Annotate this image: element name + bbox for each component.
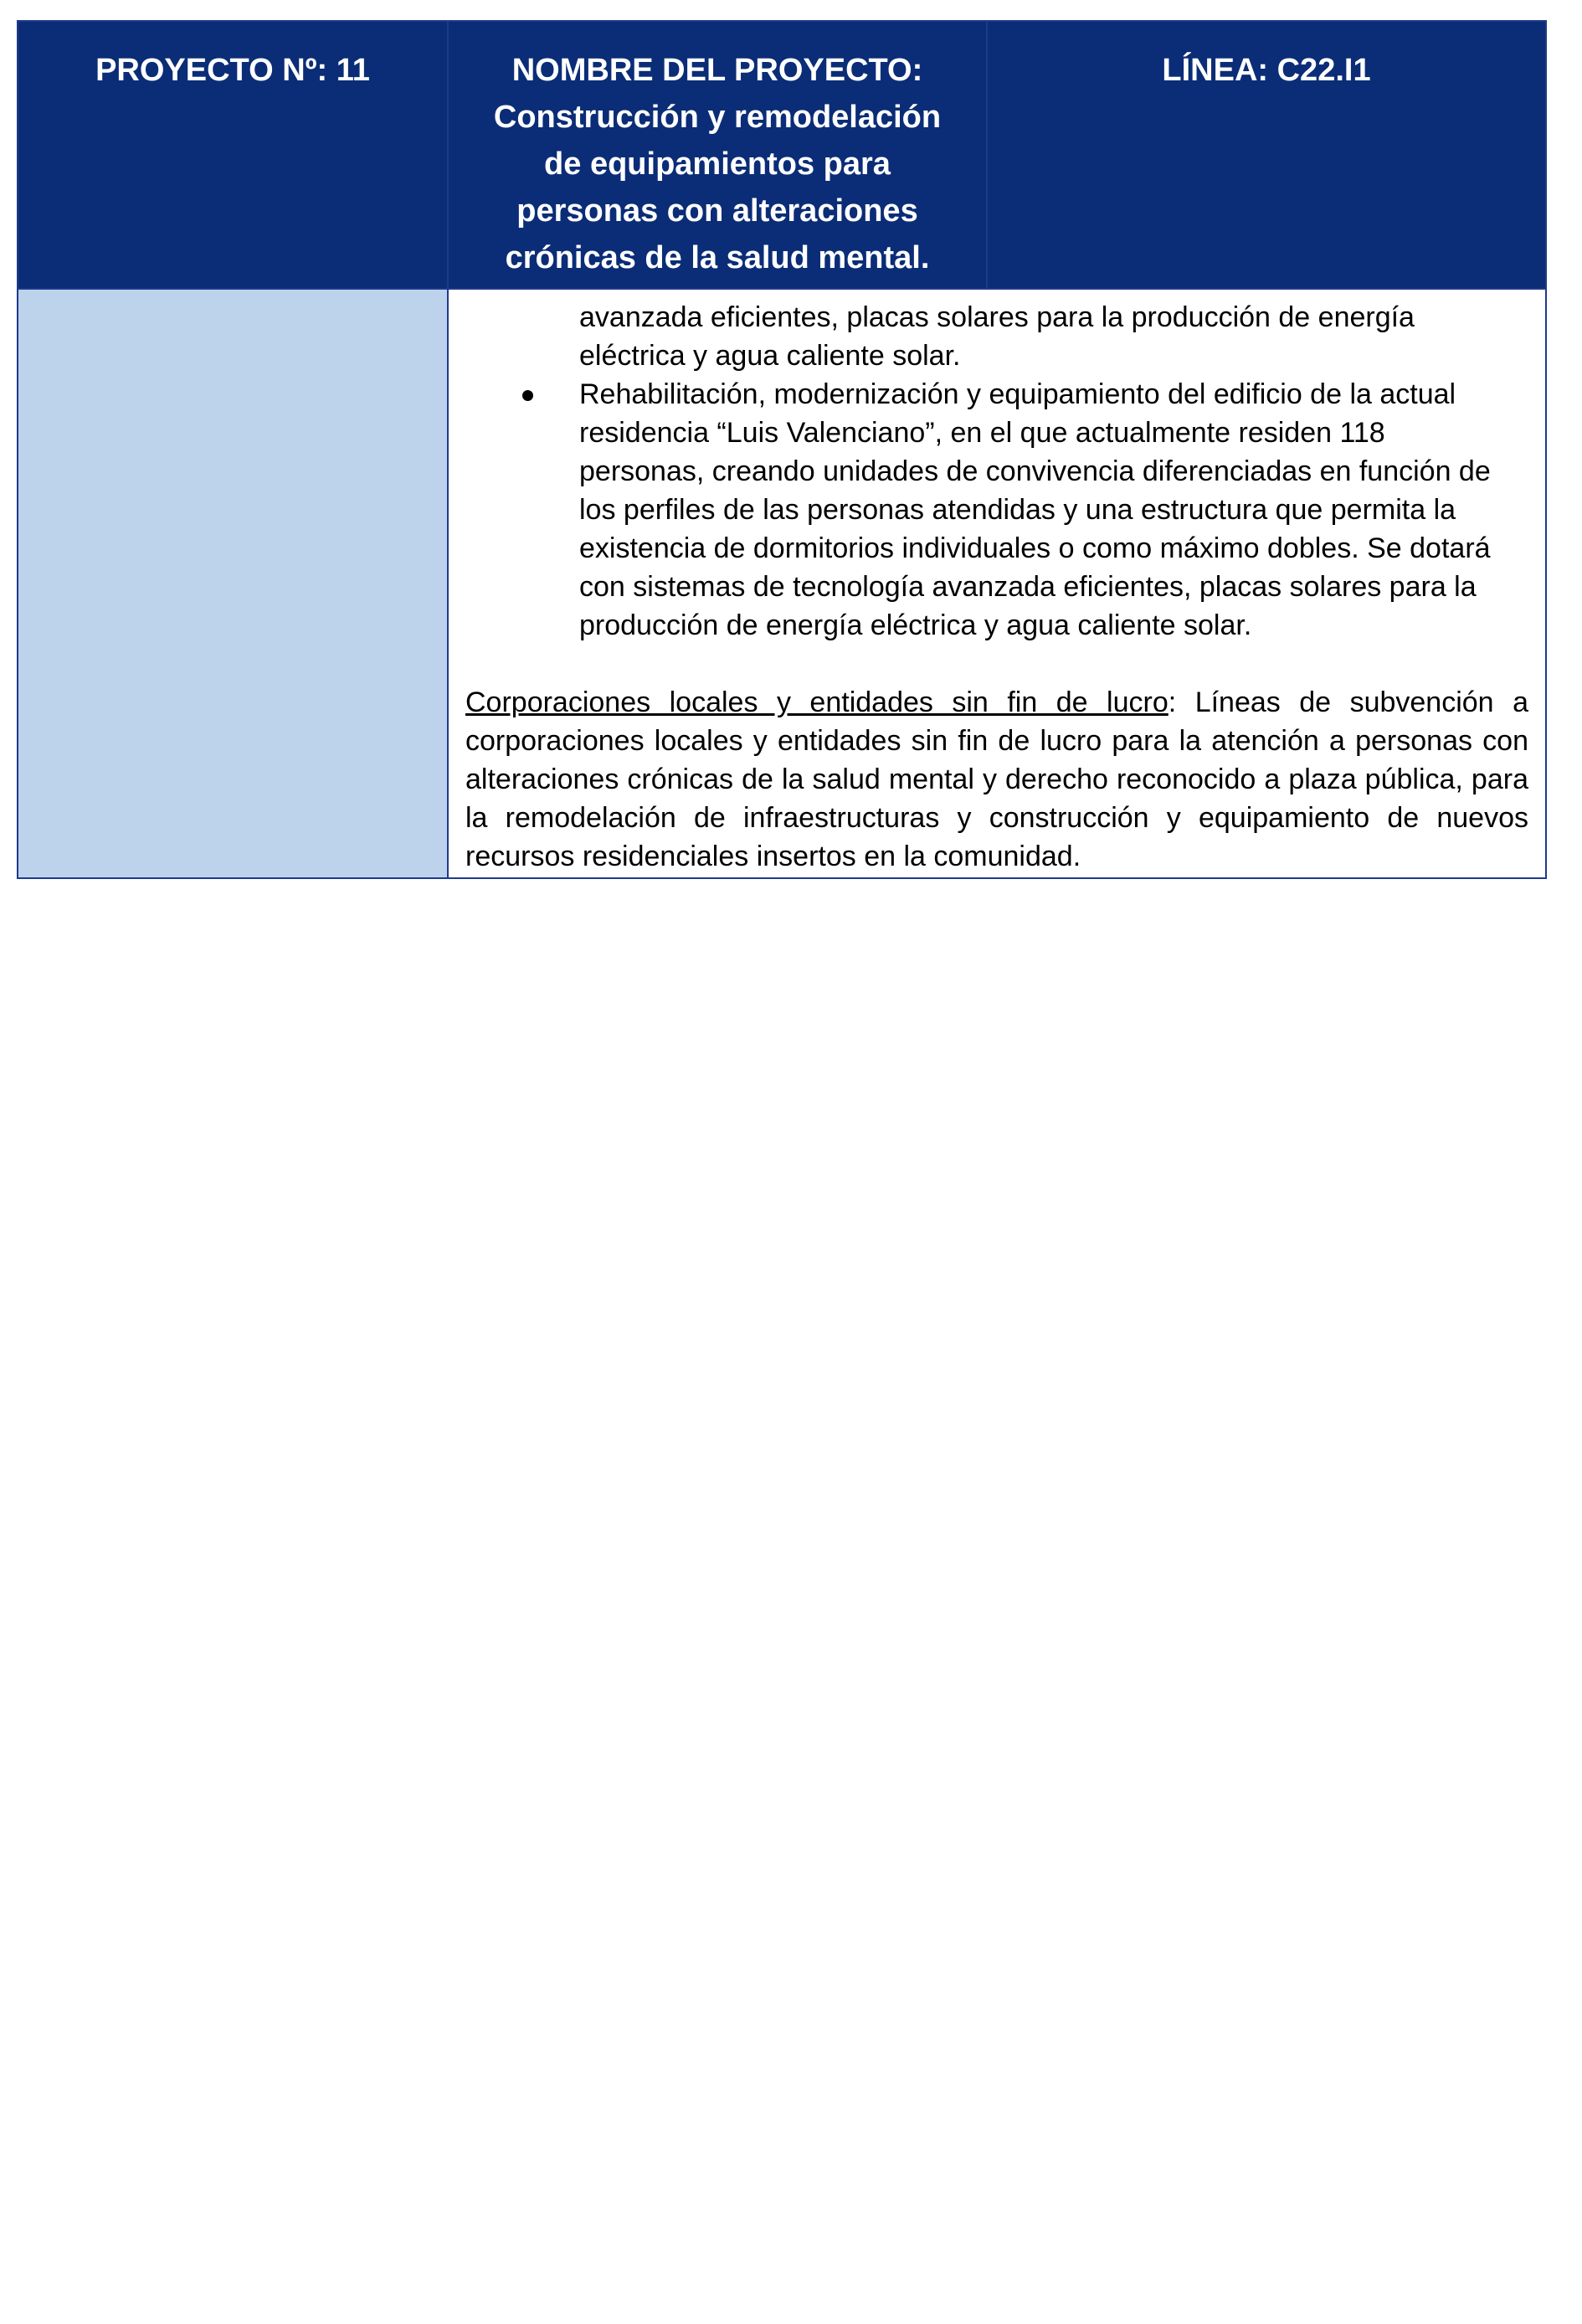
bullet-line: existencia de dormitorios individuales o como máximo dobles. Se dotará <box>579 532 1491 564</box>
project-name-line: Construcción y remodelación <box>493 100 942 135</box>
project-name-line: de equipamientos para <box>544 147 891 182</box>
bullet-icon <box>522 390 533 401</box>
paragraph-heading: Corporaciones locales y entidades sin fin de lucro <box>465 686 1169 718</box>
project-name <box>449 47 986 281</box>
left-shaded-cell <box>18 289 448 878</box>
paragraph-text: : Líneas de subvención a corporaciones locales y entidades sin fin de lucro para la atención a personas con alteraciones crónicas de la salud mental y derecho reconocido a plaza pública, para la remodelación de infraestructuras y construcción y equipamiento de nuevos recursos residenciales insertos en la comunidad. <box>465 686 1528 872</box>
line-code: LÍNEA: C22.I1 <box>1162 53 1371 88</box>
project-table <box>17 20 1547 879</box>
bullet-line: los perfiles de las personas atendidas y una estructura que permita la <box>579 494 1456 526</box>
content-cell <box>448 289 1546 878</box>
spacer <box>465 645 1528 683</box>
project-name-line: crónicas de la salud mental. <box>505 240 930 275</box>
project-name-cell <box>448 21 987 289</box>
project-name-line: personas con alteraciones <box>516 193 918 229</box>
header-row <box>18 21 1546 289</box>
project-number-cell <box>18 21 448 289</box>
bullet-line: Rehabilitación, modernización y equipamiento del edificio de la actual <box>579 378 1456 410</box>
bullet-line: producción de energía eléctrica y agua caliente solar. <box>579 609 1252 641</box>
continuation-line: eléctrica y agua caliente solar. <box>579 340 961 372</box>
bullet-line: personas, creando unidades de convivencia diferenciadas en función de <box>579 455 1491 487</box>
list-item <box>465 375 1528 645</box>
bullet-line: con sistemas de tecnología avanzada eficientes, placas solares para la <box>579 571 1477 603</box>
line-cell <box>987 21 1546 289</box>
project-number: PROYECTO Nº: 11 <box>95 53 370 88</box>
project-name-label: NOMBRE DEL PROYECTO: <box>511 53 923 88</box>
bullet-line: residencia “Luis Valenciano”, en el que actualmente residen 118 <box>579 417 1385 449</box>
paragraph <box>465 683 1528 876</box>
continuation-line: avanzada eficientes, placas solares para la producción de energía <box>579 301 1415 333</box>
body-row <box>18 289 1546 878</box>
